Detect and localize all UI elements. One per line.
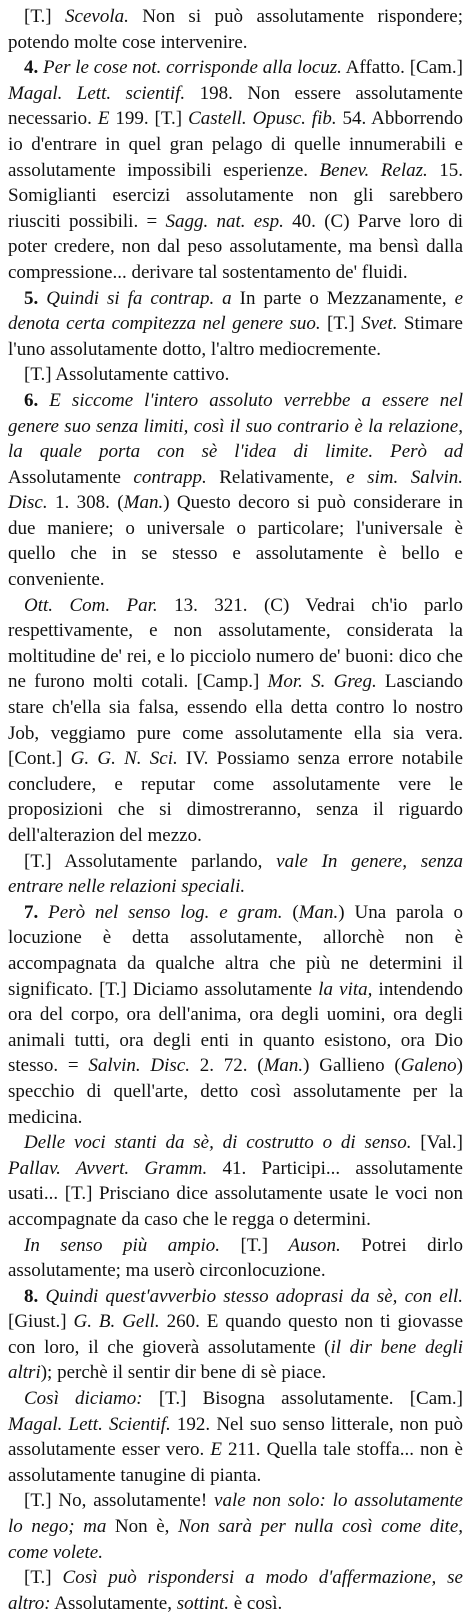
text-segment: G. G. N. Sci.: [70, 748, 178, 770]
text-segment: Mor. S. Greg.: [267, 671, 377, 693]
text-segment: Benev. Relaz.: [319, 159, 428, 181]
text-segment: [Giust.]: [8, 1311, 74, 1333]
text-segment: 40. (C) Parve loro di poter credere, non dal peso assolutamente, ma bensì dalla compressione... derivare tal sostentamento de' fluidi.: [8, 210, 463, 283]
text-segment: 13. 321. (C) Vedrai ch'io parlo respettivamente, e non assolutamente, considerata la moltitudine de' rei, e lo picciolo numero de' buoni: dico che ne furono molti cotali. [Camp.]: [8, 594, 463, 693]
text-segment: E: [97, 108, 110, 130]
text-segment: ) Una parola o locuzione è detta assolutamente, allorchè non è accompagnata da qualche altra che più ne determini il significato. [T.] Diciamo assolutamente: [8, 901, 463, 1000]
entry-paragraph: [8, 286, 463, 363]
entry-paragraph: [8, 388, 463, 593]
text-segment: 6.: [24, 389, 50, 411]
text-segment: In senso più ampio.: [24, 1234, 220, 1256]
text-segment: è così.: [228, 1592, 283, 1614]
text-segment: Non è,: [106, 1516, 178, 1538]
entry-paragraph: [8, 362, 463, 388]
text-segment: 192. Nel suo senso litterale, non può assolutamente esser vero.: [8, 1413, 463, 1461]
text-segment: 54. Abborrendo io d'entrare in quel gran pelago di quelle innumerabili e assolutamente impossibili esperienze.: [8, 108, 463, 181]
text-segment: Magal. Lett. Scientif.: [8, 1413, 171, 1435]
text-segment: vale non solo: lo assolutamente lo nego; ma: [8, 1490, 463, 1538]
text-segment: E: [210, 1439, 222, 1461]
entry-paragraph: [8, 593, 463, 849]
text-segment: [T.] No, assolutamente!: [24, 1490, 215, 1512]
text-segment: Potrei dirlo assolutamente; ma userò circonlocuzione.: [8, 1234, 463, 1282]
entry-paragraph: [8, 1386, 463, 1488]
text-segment: 260. E quando questo non ti giovasse con loro, il che gioverà assolutamente (: [8, 1311, 464, 1358]
text-segment: ) Gallieno (: [303, 1055, 401, 1077]
text-segment: Assolutamente,: [50, 1592, 177, 1614]
text-segment: 41. Participi... assolutamente usati... [T.] Prisciano dice assolutamente usate le voci non accompagnate da caso che le regga o determini.: [8, 1157, 463, 1230]
text-segment: Auson.: [288, 1234, 341, 1256]
text-segment: Per le cose not. corrisponde alla locuz.: [43, 57, 342, 79]
text-segment: [T.]: [24, 6, 66, 27]
text-segment: Non si può assolutamente rispondere; potendo molte cose intervenire.: [8, 6, 463, 53]
text-segment: e sim. Salvin. Disc.: [8, 466, 463, 514]
text-segment: intendendo ora del corpo, ora dell'anima, ora degli uomini, ora degli animali tutti, ora degli enti in quanto esistono, ora Dio stesso. =: [8, 978, 463, 1077]
text-segment: 7.: [24, 901, 49, 923]
entry-paragraph: [8, 900, 463, 1130]
entry-paragraph: [8, 1565, 463, 1616]
text-segment: 1. 308. (: [47, 492, 124, 514]
text-segment: Magal. Lett. scientif.: [8, 82, 186, 104]
text-segment: sottint.: [176, 1592, 229, 1614]
text-segment: 5.: [24, 287, 47, 309]
text-segment: Lasciando stare ch'ella sia falsa, essendo ella detta contro lo nostro Job, veggiamo pure come assolutamente ella sia vera. [Cont.]: [8, 671, 463, 770]
text-segment: Salvin. Disc.: [88, 1055, 190, 1077]
text-segment: In parte o Mezzanamente,: [231, 287, 455, 309]
text-segment: la vita,: [318, 978, 373, 1000]
text-segment: 4.: [24, 57, 44, 79]
text-segment: Così può rispondersi a modo d'affermazione, se altro:: [8, 1567, 463, 1614]
text-segment: E siccome l'intero assoluto verrebbe a essere nel genere suo senza limiti, così il suo contrario è la relazione, la quale porta con sè l'idea di limite. Però ad: [8, 389, 463, 463]
text-segment: e denota certa compitezza nel genere suo.: [8, 287, 463, 335]
text-segment: Assolutamente: [8, 466, 134, 488]
text-segment: Relativamente,: [206, 466, 347, 488]
entry-paragraph: [8, 1284, 463, 1386]
text-segment: ) Questo decoro si può considerare in due maniere; o universale o particolare; l'universale è quello che in se stesso e assolutamente è bello e conveniente.: [8, 492, 463, 591]
text-segment: Stimare l'uno assolutamente dotto, l'altro mediocremente.: [8, 313, 463, 360]
text-segment: Svet.: [361, 313, 398, 335]
text-segment: Man.: [263, 1055, 304, 1077]
text-segment: 199. [T.]: [109, 108, 189, 130]
text-segment: Man.: [123, 492, 164, 514]
text-segment: [T.] Assolutamente cattivo.: [24, 364, 230, 386]
text-segment: 8.: [24, 1285, 46, 1307]
text-segment: Sagg. nat. esp.: [165, 210, 284, 232]
text-segment: Affatto. [Cam.]: [341, 57, 464, 79]
text-segment: 2. 72. (: [189, 1055, 264, 1077]
text-segment: Galeno: [400, 1055, 457, 1077]
text-segment: il dir bene degli altri: [8, 1336, 463, 1384]
text-segment: Così diciamo:: [24, 1388, 143, 1410]
text-segment: Pallav. Avvert. Gramm.: [8, 1157, 208, 1179]
text-segment: [Val.]: [411, 1132, 464, 1154]
text-segment: 15. Somiglianti esercizi assolutamente non gli sarebbero riusciti possibili. =: [8, 159, 464, 232]
text-segment: ); perchè il sentir dir bene di sè piace.: [40, 1362, 327, 1384]
text-segment: 198. Non essere assolutamente necessario.: [8, 82, 463, 130]
text-segment: G. B. Gell.: [73, 1311, 160, 1333]
entry-paragraph: [8, 4, 463, 55]
text-segment: Man.: [298, 901, 339, 923]
text-segment: [T.] Bisogna assolutamente. [Cam.]: [142, 1388, 464, 1410]
text-segment: [T.]: [320, 313, 362, 335]
text-segment: ) specchio di quell'arte, detto così assolutamente per la medicina.: [8, 1055, 463, 1128]
text-segment: Delle voci stanti da sè, di costrutto o di senso.: [24, 1132, 412, 1154]
text-segment: contrapp.: [133, 466, 207, 488]
text-segment: Scevola.: [65, 6, 129, 27]
entry-paragraph: [8, 849, 463, 900]
text-segment: [T.]: [219, 1234, 289, 1256]
text-segment: Castell. Opusc. fib.: [188, 108, 337, 130]
text-segment: [T.]: [24, 1567, 63, 1589]
text-segment: 211. Quella tale stoffa... non è assolutamente tanugine di pianta.: [8, 1439, 463, 1486]
text-segment: Quindi quest'avverbio stesso adoprasi da sè, con ell.: [45, 1285, 463, 1307]
text-segment: IV. Possiamo senza errore notabile concludere, e reputar come assolutamente vere le proposizioni che si dimostreranno, senza il riguardo dell'alterazion del mezzo.: [8, 748, 463, 846]
text-segment: Però nel senso log. e gram.: [48, 901, 283, 923]
text-segment: Quindi si fa contrap. a: [46, 287, 232, 309]
text-segment: (: [282, 901, 299, 923]
entry-paragraph: [8, 1233, 463, 1284]
text-segment: [T.] Assolutamente parlando,: [24, 850, 277, 872]
text-segment: vale In genere, senza entrare nelle relazioni speciali.: [8, 850, 464, 898]
text-segment: Non sarà per nulla così come dite, come volete.: [8, 1516, 464, 1563]
entry-paragraph: [8, 1130, 463, 1232]
entry-paragraph: [8, 55, 463, 285]
entry-paragraph: [8, 1488, 463, 1565]
text-segment: Ott. Com. Par.: [24, 594, 158, 616]
